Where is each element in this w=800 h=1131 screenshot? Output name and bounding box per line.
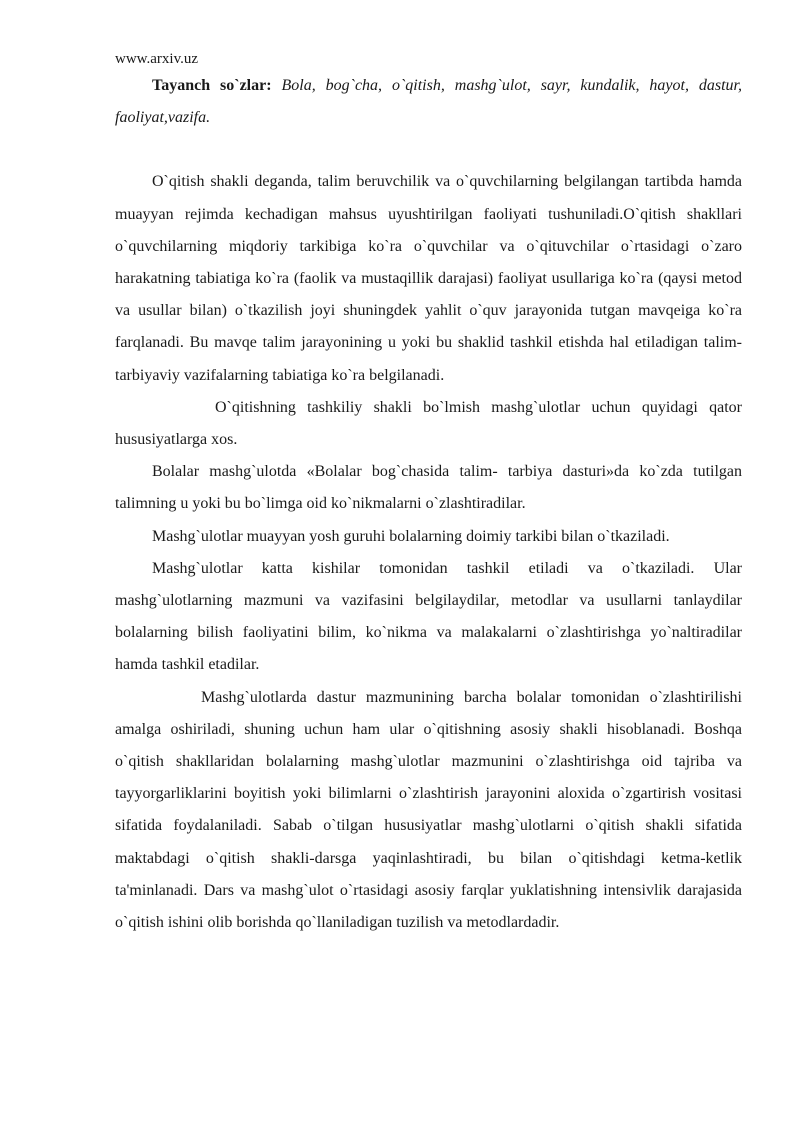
keywords-paragraph [115,70,742,134]
paragraph-definition: O`qitish shakli deganda, talim beruvchilik va o`quvchilarning belgilangan tartibda hamda muayyan rejimda kechadigan mahsus uyushtirilgan faoliyati tushuniladi.O`qitish shakllari o`quvchilarning miqdoriy tarkibiga ko`ra o`quvchilar va o`qituvchilar o`rtasidagi o`zaro harakatning tabiatiga ko`ra (faolik va mustaqillik darajasi) faoliyat usullariga ko`ra (qaysi metod va usullar bilan) o`tkazilish joyi shuningdek yahlit o`quv jarayonida tutgan mavqeiga ko`ra farqlanadi. Bu mavqe talim jarayonining u yoki bu shaklid tashkil etishda hal etiladigan talim- tarbiyaviy vazifalarning tabiatiga ko`ra belgilanadi. [115,173,742,384]
page-header-url: www.arxiv.uz [115,51,199,67]
paragraph-feature-group: Mashg`ulotlar muayyan yosh guruhi bolalarning doimiy tarkibi bilan o`tkaziladi. [152,527,670,545]
paragraph-conclusion: Mashg`ulotlarda dastur mazmunining barcha bolalar tomonidan o`zlashtirilishi amalga oshiriladi, shuning uchun ham ular o`qitishning asosiy shakli hisoblanadi. Boshqa o`qitish shakllaridan bolalarning mashg`ulotlar mazmunini o`zlashtirishga oid tajriba va tayyorgarliklarini boyitish yoki bilimlarni o`zlashtirish jarayonini aloxida o`zgartirish vositasi sifatida foydalaniladi. Sabab o`tilgan hususiyatlar mashg`ulotlarni o`qitish shakli sifatida maktabdagi o`qitish shakli-darsga yaqinlashtiradi, bu bilan o`qitishdagi ketma-ketlik ta'minlanadi. Dars va mashg`ulot o`rtasidagi asosiy farqlar yuklatishning intensivlik darajasida o`qitish ishini olib borishda qo`llaniladigan tuzilish va metodlardadir. [115,688,742,932]
keywords-label: Tayanch so`zlar: [152,77,272,94]
paragraph-spacer [115,134,742,166]
paragraph-feature-adults: Mashg`ulotlar katta kishilar tomonidan tashkil etiladi va o`tkaziladi. Ular mashg`ulotlarning mazmuni va vazifasini belgilaydilar, metodlar va usullarni tanlaydilar bolalarning bilish faoliyatini bilim, ko`nikma va malakalarni o`zlashtirishga yo`naltiradilar hamda tashkil etadilar. [115,559,742,674]
keywords-list: Bola, bog`cha, o`qitish, mashg`ulot, sayr, kundalik, hayot, dastur, faoliyat,vazifa. [115,77,742,127]
paragraph-features-intro: O`qitishning tashkiliy shakli bo`lmish mashg`ulotlar uchun quyidagi qator hususiyatlarga xos. [115,398,742,449]
document-body [115,70,742,939]
paragraph-feature-program: Bolalar mashg`ulotda «Bolalar bog`chasida talim- tarbiya dasturi»da ko`zda tutilgan talimning u yoki bu bo`limga oid ko`nikmalarni o`zlashtiradilar. [115,463,742,513]
